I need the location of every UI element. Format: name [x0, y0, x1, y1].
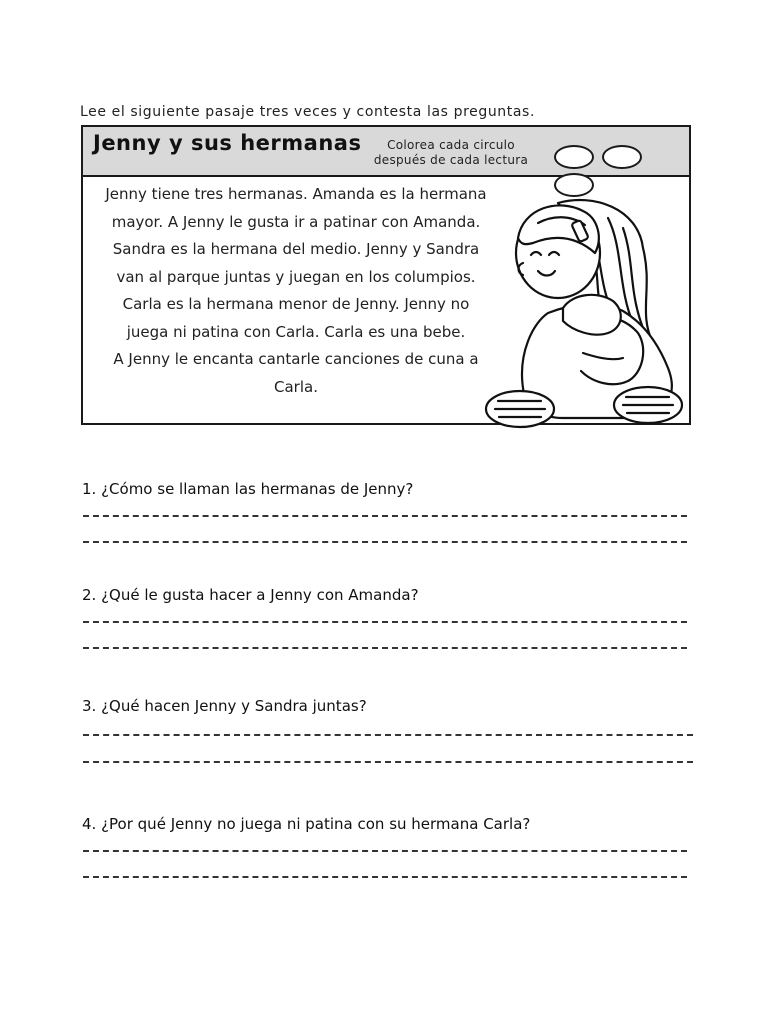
girl-illustration: [463, 193, 689, 437]
circle-instruction: [361, 138, 541, 168]
question-3: 3. ¿Qué hacen Jenny y Sandra juntas?: [82, 697, 367, 715]
passage-title: Jenny y sus hermanas: [93, 131, 362, 155]
passage-line: Carla.: [274, 377, 318, 396]
reading-circles: [554, 145, 689, 169]
instruction-text: Lee el siguiente pasaje tres veces y contesta las preguntas.: [80, 104, 535, 120]
answer-line[interactable]: [83, 850, 687, 852]
passage-line: Jenny tiene tres hermanas. Amanda es la hermana: [105, 185, 487, 203]
passage-line: Sandra es la hermana del medio. Jenny y Sandra: [112, 240, 480, 258]
answer-line[interactable]: [83, 621, 687, 623]
question-4: 4. ¿Por qué Jenny no juega ni patina con su hermana Carla?: [82, 815, 531, 833]
answer-line[interactable]: [83, 734, 693, 736]
passage-line: van al parque juntas y juegan en los columpios.: [116, 267, 476, 286]
passage-line: Carla es la hermana menor de Jenny. Jenny no: [122, 295, 470, 313]
answer-line[interactable]: [83, 541, 687, 543]
reading-passage-box: [81, 125, 691, 425]
question-1: 1. ¿Cómo se llaman las hermanas de Jenny?: [82, 480, 414, 498]
reading-circle-2[interactable]: [602, 145, 642, 169]
reading-circle-1[interactable]: [554, 145, 594, 169]
circle-instruction-line-2: después de cada lectura: [373, 153, 529, 167]
answer-line[interactable]: [83, 515, 687, 517]
passage-line: mayor. A Jenny le gusta ir a patinar con Amanda.: [111, 212, 481, 231]
answer-line[interactable]: [83, 876, 687, 878]
passage-line: A Jenny le encanta cantarle canciones de cuna a: [113, 350, 479, 368]
answer-line[interactable]: [83, 647, 687, 649]
passage-line: juega ni patina con Carla. Carla es una bebe.: [126, 322, 466, 341]
answer-line[interactable]: [83, 761, 693, 763]
passage-header: [83, 127, 689, 177]
passage-text: [91, 181, 501, 401]
question-2: 2. ¿Qué le gusta hacer a Jenny con Amanda?: [82, 586, 419, 604]
circle-instruction-line-1: Colorea cada circulo: [387, 138, 515, 152]
